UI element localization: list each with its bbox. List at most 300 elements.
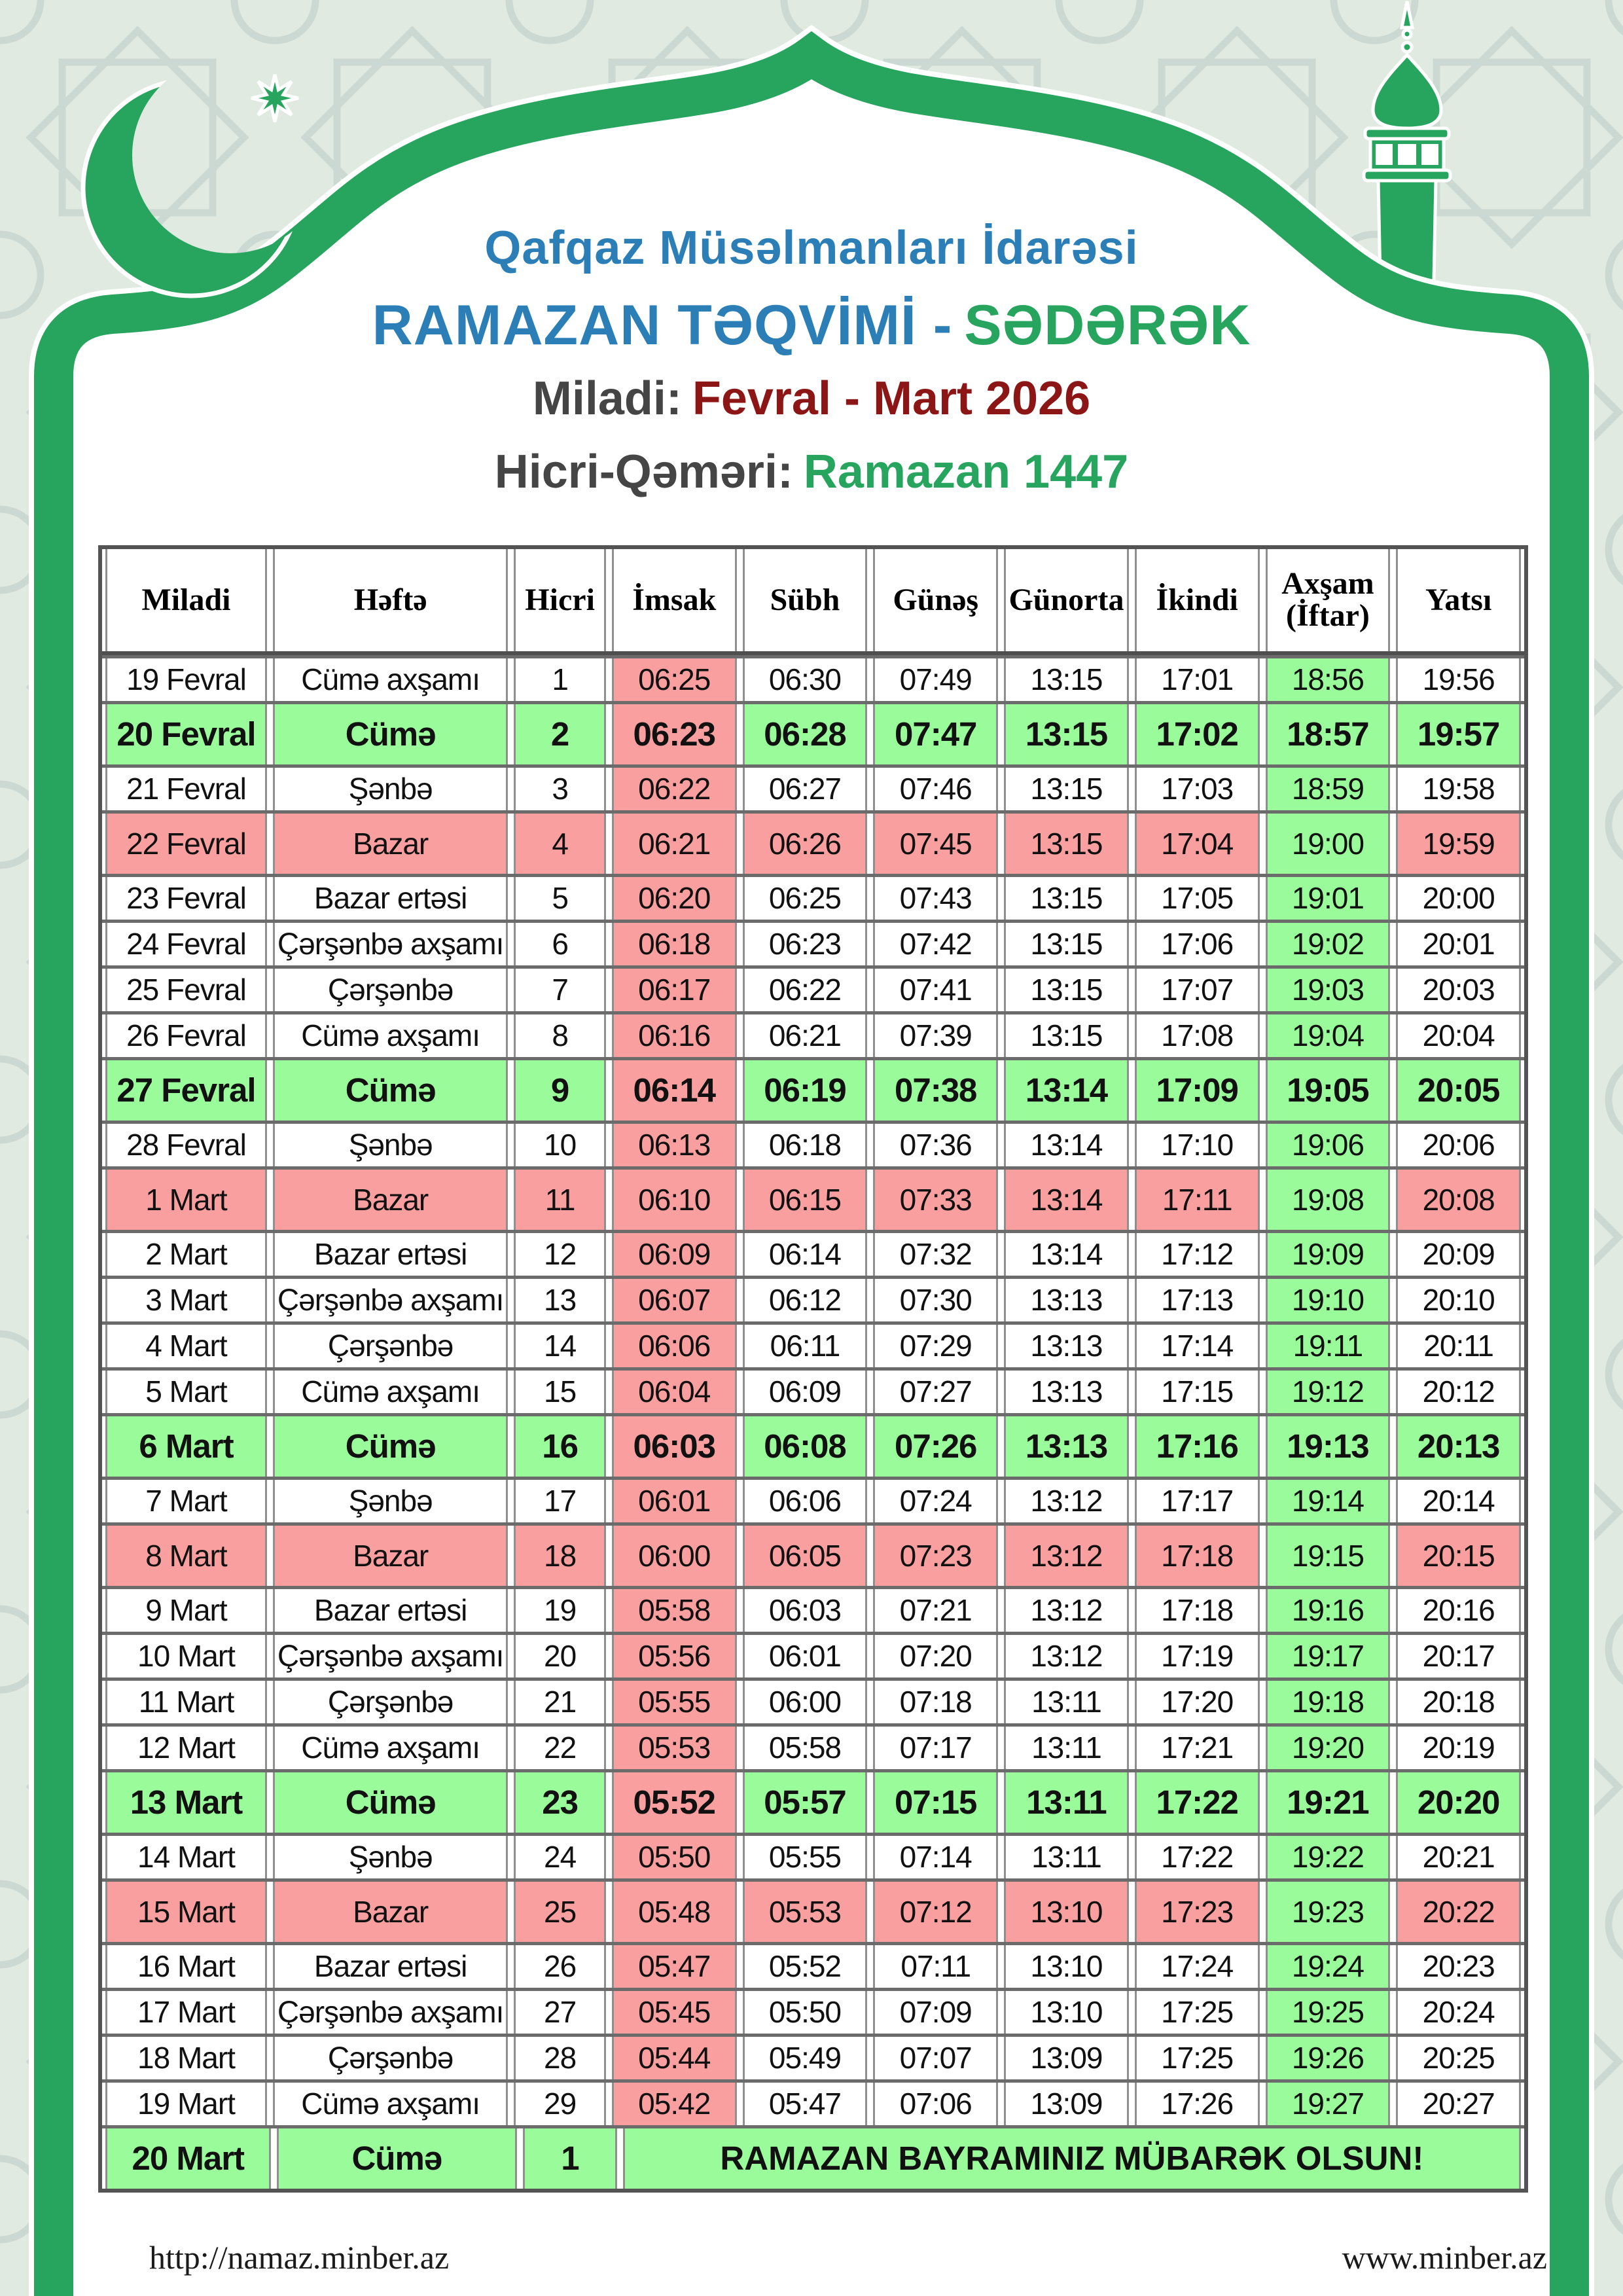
cell-weekday: Bazar	[273, 814, 508, 874]
cell-hicri-day: 5	[514, 877, 606, 920]
cell-gunes: 07:42	[873, 923, 998, 965]
cell-ikindi: 17:11	[1135, 1170, 1260, 1230]
table-row	[102, 1230, 1524, 1276]
cell-weekday: Cümə	[273, 1772, 508, 1833]
cell-aksam: 19:15	[1266, 1526, 1391, 1586]
cell-yatsi: 20:09	[1396, 1233, 1521, 1276]
cell-gunorta: 13:11	[1004, 1681, 1129, 1723]
table-row	[102, 1166, 1524, 1230]
hijri-date-line	[0, 445, 1623, 499]
cell-aksam: 19:26	[1266, 2037, 1391, 2079]
table-row	[102, 764, 1524, 810]
cell-subh: 06:01	[743, 1635, 868, 1677]
cell-gunes: 07:12	[873, 1882, 998, 1942]
cell-aksam: 19:03	[1266, 969, 1391, 1011]
cell-miladi-date: 13 Mart	[105, 1772, 267, 1833]
minaret-windows	[1376, 144, 1438, 165]
cell-imsak: 05:48	[612, 1882, 737, 1942]
cell-ikindi: 17:16	[1135, 1416, 1260, 1477]
cell-miladi-date: 6 Mart	[105, 1416, 267, 1477]
cell-yatsi: 20:25	[1396, 2037, 1521, 2079]
cell-weekday: Bazar	[273, 1170, 508, 1230]
cell-miladi-date: 9 Mart	[105, 1589, 267, 1632]
cell-aksam: 19:02	[1266, 923, 1391, 965]
cell-weekday: Bazar ertəsi	[273, 1945, 508, 1988]
table-header-row	[102, 549, 1524, 655]
table-row	[102, 2034, 1524, 2079]
cell-ikindi: 17:03	[1135, 768, 1260, 810]
cell-ikindi: 17:18	[1135, 1526, 1260, 1586]
cell-imsak: 06:10	[612, 1170, 737, 1230]
hicri-value: Ramazan 1447	[803, 446, 1129, 498]
cell-subh: 06:11	[743, 1325, 868, 1367]
cell-hicri-day: 16	[514, 1416, 606, 1477]
cell-weekday: Cümə axşamı	[273, 1371, 508, 1413]
cell-aksam: 19:05	[1266, 1060, 1391, 1121]
table-row	[102, 1011, 1524, 1057]
cell-weekday: Çərşənbə axşamı	[273, 1279, 508, 1321]
page-title-location: SƏDƏRƏK	[964, 294, 1251, 357]
cell-yatsi: 20:01	[1396, 923, 1521, 965]
cell-miladi-date: 17 Mart	[105, 1991, 267, 2034]
cell-ikindi: 17:22	[1135, 1772, 1260, 1833]
cell-miladi-date: 5 Mart	[105, 1371, 267, 1413]
cell-yatsi: 20:14	[1396, 1480, 1521, 1522]
cell-miladi-date: 14 Mart	[105, 1836, 267, 1878]
cell-imsak: 06:16	[612, 1014, 737, 1057]
column-header-0: Miladi	[105, 549, 267, 651]
column-header-2: Hicri	[514, 549, 606, 651]
cell-aksam: 19:06	[1266, 1124, 1391, 1166]
cell-yatsi: 20:08	[1396, 1170, 1521, 1230]
cell-miladi-date: 22 Fevral	[105, 814, 267, 874]
cell-aksam: 19:01	[1266, 877, 1391, 920]
cell-imsak: 06:18	[612, 923, 737, 965]
cell-weekday: Cümə axşamı	[273, 2083, 508, 2125]
cell-yatsi: 20:24	[1396, 1991, 1521, 2034]
cell-gunorta: 13:15	[1004, 704, 1129, 764]
cell-subh: 06:05	[743, 1526, 868, 1586]
cell-gunes: 07:06	[873, 2083, 998, 2125]
cell-miladi-date: 27 Fevral	[105, 1060, 267, 1121]
cell-yatsi: 20:20	[1396, 1772, 1521, 1833]
cell-gunorta: 13:15	[1004, 814, 1129, 874]
cell-hicri-day: 26	[514, 1945, 606, 1988]
cell-weekday: Çərşənbə	[273, 1681, 508, 1723]
cell-hicri-day: 29	[514, 2083, 606, 2125]
cell-yatsi: 19:56	[1396, 658, 1521, 701]
cell-gunorta: 13:12	[1004, 1589, 1129, 1632]
cell-subh: 06:09	[743, 1371, 868, 1413]
cell-subh: 06:03	[743, 1589, 868, 1632]
cell-gunorta: 13:14	[1004, 1060, 1129, 1121]
cell-aksam: 19:24	[1266, 1945, 1391, 1988]
cell-ikindi: 17:04	[1135, 814, 1260, 874]
cell-weekday: Cümə	[273, 704, 508, 764]
table-row	[102, 1677, 1524, 1723]
cell-hicri-day: 21	[514, 1681, 606, 1723]
cell-imsak: 06:03	[612, 1416, 737, 1477]
cell-gunes: 07:17	[873, 1727, 998, 1769]
table-row	[102, 1878, 1524, 1942]
column-header-5: Günəş	[873, 549, 998, 651]
cell-ikindi: 17:17	[1135, 1480, 1260, 1522]
cell-hicri-day: 18	[514, 1526, 606, 1586]
footer-link-minber[interactable]: www.minber.az	[1342, 2239, 1547, 2276]
cell-subh: 06:27	[743, 768, 868, 810]
cell-weekday: Şənbə	[273, 1836, 508, 1878]
table-row	[102, 1276, 1524, 1321]
cell-gunorta: 13:09	[1004, 2083, 1129, 2125]
column-header-1: Həftə	[273, 549, 508, 651]
cell-miladi-date: 23 Fevral	[105, 877, 267, 920]
cell-yatsi: 20:06	[1396, 1124, 1521, 1166]
cell-subh: 06:12	[743, 1279, 868, 1321]
cell-imsak: 06:01	[612, 1480, 737, 1522]
cell-yatsi: 20:23	[1396, 1945, 1521, 1988]
cell-weekday: Şənbə	[273, 1480, 508, 1522]
cell-gunorta: 13:10	[1004, 1945, 1129, 1988]
gregorian-date-line	[0, 372, 1623, 425]
cell-aksam: 19:23	[1266, 1882, 1391, 1942]
eight-point-star-icon	[251, 75, 298, 122]
cell-gunes: 07:29	[873, 1325, 998, 1367]
cell-subh: 05:52	[743, 1945, 868, 1988]
cell-miladi-date: 28 Fevral	[105, 1124, 267, 1166]
cell-subh: 05:50	[743, 1991, 868, 2034]
cell-subh: 06:22	[743, 969, 868, 1011]
cell-weekday: Çərşənbə axşamı	[273, 1635, 508, 1677]
cell-gunorta: 13:11	[1004, 1727, 1129, 1769]
cell-aksam: 19:21	[1266, 1772, 1391, 1833]
cell-ikindi: 17:02	[1135, 704, 1260, 764]
cell-ikindi: 17:18	[1135, 1589, 1260, 1632]
cell-weekday: Bazar ertəsi	[273, 1233, 508, 1276]
cell-imsak: 05:50	[612, 1836, 737, 1878]
cell-gunorta: 13:09	[1004, 2037, 1129, 2079]
cell-aksam: 19:12	[1266, 1371, 1391, 1413]
cell-imsak: 06:21	[612, 814, 737, 874]
cell-imsak: 06:13	[612, 1124, 737, 1166]
cell-gunorta: 13:13	[1004, 1416, 1129, 1477]
cell-subh: 06:26	[743, 814, 868, 874]
cell-gunorta: 13:11	[1004, 1772, 1129, 1833]
cell-gunes: 07:27	[873, 1371, 998, 1413]
cell-gunorta: 13:13	[1004, 1371, 1129, 1413]
cell-ikindi: 17:26	[1135, 2083, 1260, 2125]
page-title	[0, 293, 1623, 358]
table-row	[102, 1121, 1524, 1166]
cell-aksam: 19:22	[1266, 1836, 1391, 1878]
cell-gunorta: 13:12	[1004, 1526, 1129, 1586]
cell-yatsi: 20:00	[1396, 877, 1521, 920]
cell-yatsi: 20:03	[1396, 969, 1521, 1011]
cell-miladi-date: 18 Mart	[105, 2037, 267, 2079]
cell-subh: 06:23	[743, 923, 868, 965]
cell-ikindi: 17:22	[1135, 1836, 1260, 1878]
cell-yatsi: 19:58	[1396, 768, 1521, 810]
cell-yatsi: 20:04	[1396, 1014, 1521, 1057]
cell-miladi-date: 25 Fevral	[105, 969, 267, 1011]
cell-gunes: 07:33	[873, 1170, 998, 1230]
cell-weekday: Çərşənbə	[273, 1325, 508, 1367]
cell-gunes: 07:23	[873, 1526, 998, 1586]
cell-subh: 05:55	[743, 1836, 868, 1878]
cell-yatsi: 20:13	[1396, 1416, 1521, 1477]
cell-gunorta: 13:14	[1004, 1170, 1129, 1230]
cell-yatsi: 20:15	[1396, 1526, 1521, 1586]
cell-ikindi: 17:01	[1135, 658, 1260, 701]
cell-imsak: 06:07	[612, 1279, 737, 1321]
cell-subh: 06:30	[743, 658, 868, 701]
cell-subh: 06:08	[743, 1416, 868, 1477]
cell-hicri-day: 11	[514, 1170, 606, 1230]
cell-gunes: 07:41	[873, 969, 998, 1011]
cell-gunorta: 13:10	[1004, 1991, 1129, 2034]
table-row	[102, 655, 1524, 701]
page-title-main: RAMAZAN TƏQVİMİ -	[372, 294, 953, 357]
cell-ikindi: 17:05	[1135, 877, 1260, 920]
cell-imsak: 06:14	[612, 1060, 737, 1121]
cell-subh: 05:49	[743, 2037, 868, 2079]
cell-miladi-date: 11 Mart	[105, 1681, 267, 1723]
cell-imsak: 06:04	[612, 1371, 737, 1413]
cell-imsak: 05:47	[612, 1945, 737, 1988]
cell-aksam: 19:27	[1266, 2083, 1391, 2125]
cell-yatsi: 20:17	[1396, 1635, 1521, 1677]
cell-aksam: 19:11	[1266, 1325, 1391, 1367]
cell-hicri-day: 25	[514, 1882, 606, 1942]
table-row	[102, 1522, 1524, 1586]
cell-ikindi: 17:08	[1135, 1014, 1260, 1057]
cell-subh: 06:19	[743, 1060, 868, 1121]
table-row	[102, 874, 1524, 920]
cell-gunorta: 13:15	[1004, 969, 1129, 1011]
cell-imsak: 05:56	[612, 1635, 737, 1677]
cell-gunorta: 13:15	[1004, 923, 1129, 965]
cell-hicri-day: 23	[514, 1772, 606, 1833]
cell-gunes: 07:43	[873, 877, 998, 920]
cell-gunes: 07:32	[873, 1233, 998, 1276]
table-row	[102, 920, 1524, 965]
table-row	[102, 1367, 1524, 1413]
cell-ikindi: 17:07	[1135, 969, 1260, 1011]
cell-hicri-day: 10	[514, 1124, 606, 1166]
cell-yatsi: 20:18	[1396, 1681, 1521, 1723]
column-header-7: İkindi	[1135, 549, 1260, 651]
cell-imsak: 05:44	[612, 2037, 737, 2079]
cell-subh: 06:00	[743, 1681, 868, 1723]
cell-weekday: Cümə	[273, 1060, 508, 1121]
organization-title: Qafqaz Müsəlmanları İdarəsi	[484, 222, 1139, 274]
cell-subh: 05:58	[743, 1727, 868, 1769]
cell-weekday: Şənbə	[273, 1124, 508, 1166]
cell-hicri-day: 4	[514, 814, 606, 874]
cell-miladi-date: 7 Mart	[105, 1480, 267, 1522]
cell-gunorta: 13:15	[1004, 658, 1129, 701]
cell-gunorta: 13:13	[1004, 1325, 1129, 1367]
cell-gunorta: 13:15	[1004, 877, 1129, 920]
eid-greeting: RAMAZAN BAYRAMINIZ MÜBARƏK OLSUN!	[623, 2128, 1521, 2189]
cell-hicri-day: 2	[514, 704, 606, 764]
cell-aksam: 19:04	[1266, 1014, 1391, 1057]
cell-weekday: Bazar ertəsi	[273, 1589, 508, 1632]
table-body	[102, 655, 1524, 2189]
cell-gunorta: 13:15	[1004, 1014, 1129, 1057]
cell-miladi-date: 1 Mart	[105, 1170, 267, 1230]
footer-link-namaz[interactable]: http://namaz.minber.az	[149, 2239, 450, 2276]
cell-weekday: Çərşənbə axşamı	[273, 923, 508, 965]
table-row	[102, 2125, 1524, 2189]
cell-gunes: 07:30	[873, 1279, 998, 1321]
cell-aksam: 18:56	[1266, 658, 1391, 701]
table-row	[102, 1723, 1524, 1769]
cell-ikindi: 17:15	[1135, 1371, 1260, 1413]
cell-gunes: 07:14	[873, 1836, 998, 1878]
cell-gunorta: 13:14	[1004, 1124, 1129, 1166]
cell-aksam: 19:14	[1266, 1480, 1391, 1522]
cell-miladi-date: 24 Fevral	[105, 923, 267, 965]
table-row	[102, 965, 1524, 1011]
cell-aksam: 19:10	[1266, 1279, 1391, 1321]
cell-hicri-day: 20	[514, 1635, 606, 1677]
cell-yatsi: 19:57	[1396, 704, 1521, 764]
table-row	[102, 1988, 1524, 2034]
cell-ikindi: 17:10	[1135, 1124, 1260, 1166]
cell-imsak: 06:09	[612, 1233, 737, 1276]
table-row	[102, 701, 1524, 764]
cell-miladi-date: 21 Fevral	[105, 768, 267, 810]
table-row	[102, 1321, 1524, 1367]
cell-ikindi: 17:19	[1135, 1635, 1260, 1677]
cell-gunes: 07:45	[873, 814, 998, 874]
cell-aksam: 19:13	[1266, 1416, 1391, 1477]
cell-gunes: 07:21	[873, 1589, 998, 1632]
cell-imsak: 05:58	[612, 1589, 737, 1632]
cell-ikindi: 17:23	[1135, 1882, 1260, 1942]
cell-weekday: Bazar ertəsi	[273, 877, 508, 920]
cell-gunes: 07:18	[873, 1681, 998, 1723]
cell-miladi-date: 20 Mart	[105, 2128, 271, 2189]
cell-gunorta: 13:13	[1004, 1279, 1129, 1321]
prayer-times-table	[98, 545, 1528, 2193]
cell-subh: 06:14	[743, 1233, 868, 1276]
miladi-label: Miladi:	[532, 372, 682, 425]
cell-hicri-day: 28	[514, 2037, 606, 2079]
cell-hicri-day: 22	[514, 1727, 606, 1769]
table-row	[102, 1057, 1524, 1121]
cell-weekday: Cümə axşamı	[273, 1014, 508, 1057]
cell-weekday: Cümə axşamı	[273, 1727, 508, 1769]
cell-yatsi: 20:21	[1396, 1836, 1521, 1878]
cell-miladi-date: 10 Mart	[105, 1635, 267, 1677]
cell-subh: 05:47	[743, 2083, 868, 2125]
cell-miladi-date: 19 Mart	[105, 2083, 267, 2125]
cell-weekday: Bazar	[273, 1526, 508, 1586]
cell-miladi-date: 16 Mart	[105, 1945, 267, 1988]
cell-gunorta: 13:15	[1004, 768, 1129, 810]
cell-ikindi: 17:25	[1135, 1991, 1260, 2034]
cell-subh: 06:15	[743, 1170, 868, 1230]
cell-weekday: Cümə	[277, 2128, 518, 2189]
cell-aksam: 18:57	[1266, 704, 1391, 764]
cell-weekday: Cümə	[273, 1416, 508, 1477]
cell-ikindi: 17:09	[1135, 1060, 1260, 1121]
cell-miladi-date: 19 Fevral	[105, 658, 267, 701]
cell-ikindi: 17:13	[1135, 1279, 1260, 1321]
cell-imsak: 05:42	[612, 2083, 737, 2125]
cell-imsak: 05:55	[612, 1681, 737, 1723]
cell-miladi-date: 26 Fevral	[105, 1014, 267, 1057]
cell-gunorta: 13:11	[1004, 1836, 1129, 1878]
cell-aksam: 19:18	[1266, 1681, 1391, 1723]
cell-imsak: 06:20	[612, 877, 737, 920]
cell-ikindi: 17:25	[1135, 2037, 1260, 2079]
cell-gunes: 07:49	[873, 658, 998, 701]
cell-ikindi: 17:12	[1135, 1233, 1260, 1276]
cell-gunes: 07:46	[873, 768, 998, 810]
cell-subh: 05:53	[743, 1882, 868, 1942]
cell-yatsi: 20:19	[1396, 1727, 1521, 1769]
cell-aksam: 19:08	[1266, 1170, 1391, 1230]
cell-weekday: Cümə axşamı	[273, 658, 508, 701]
cell-hicri-day: 17	[514, 1480, 606, 1522]
cell-aksam: 18:59	[1266, 768, 1391, 810]
cell-subh: 06:06	[743, 1480, 868, 1522]
cell-aksam: 19:09	[1266, 1233, 1391, 1276]
cell-weekday: Çərşənbə	[273, 2037, 508, 2079]
table-row	[102, 810, 1524, 874]
table-row	[102, 1632, 1524, 1677]
cell-hicri-day: 24	[514, 1836, 606, 1878]
cell-yatsi: 20:10	[1396, 1279, 1521, 1321]
cell-gunorta: 13:12	[1004, 1635, 1129, 1677]
table-row	[102, 1942, 1524, 1988]
cell-imsak: 06:00	[612, 1526, 737, 1586]
cell-aksam: 19:00	[1266, 814, 1391, 874]
cell-gunes: 07:11	[873, 1945, 998, 1988]
cell-imsak: 06:25	[612, 658, 737, 701]
cell-subh: 05:57	[743, 1772, 868, 1833]
cell-hicri-day: 8	[514, 1014, 606, 1057]
cell-gunes: 07:07	[873, 2037, 998, 2079]
cell-gunes: 07:39	[873, 1014, 998, 1057]
column-header-9: Yatsı	[1396, 549, 1521, 651]
cell-hicri-day: 15	[514, 1371, 606, 1413]
cell-ikindi: 17:24	[1135, 1945, 1260, 1988]
cell-imsak: 05:52	[612, 1772, 737, 1833]
cell-aksam: 19:17	[1266, 1635, 1391, 1677]
column-header-6: Günorta	[1004, 549, 1129, 651]
cell-gunorta: 13:14	[1004, 1233, 1129, 1276]
cell-miladi-date: 12 Mart	[105, 1727, 267, 1769]
cell-gunorta: 13:12	[1004, 1480, 1129, 1522]
cell-yatsi: 20:27	[1396, 2083, 1521, 2125]
cell-hicri-day: 1	[514, 658, 606, 701]
cell-hicri-day: 27	[514, 1991, 606, 2034]
cell-weekday: Bazar	[273, 1882, 508, 1942]
table-row	[102, 1413, 1524, 1477]
cell-miladi-date: 4 Mart	[105, 1325, 267, 1367]
cell-imsak: 05:53	[612, 1727, 737, 1769]
miladi-value: Fevral - Mart 2026	[692, 372, 1091, 425]
cell-imsak: 06:22	[612, 768, 737, 810]
cell-hicri-day: 3	[514, 768, 606, 810]
cell-imsak: 05:45	[612, 1991, 737, 2034]
cell-gunes: 07:20	[873, 1635, 998, 1677]
cell-miladi-date: 8 Mart	[105, 1526, 267, 1586]
cell-miladi-date: 2 Mart	[105, 1233, 267, 1276]
